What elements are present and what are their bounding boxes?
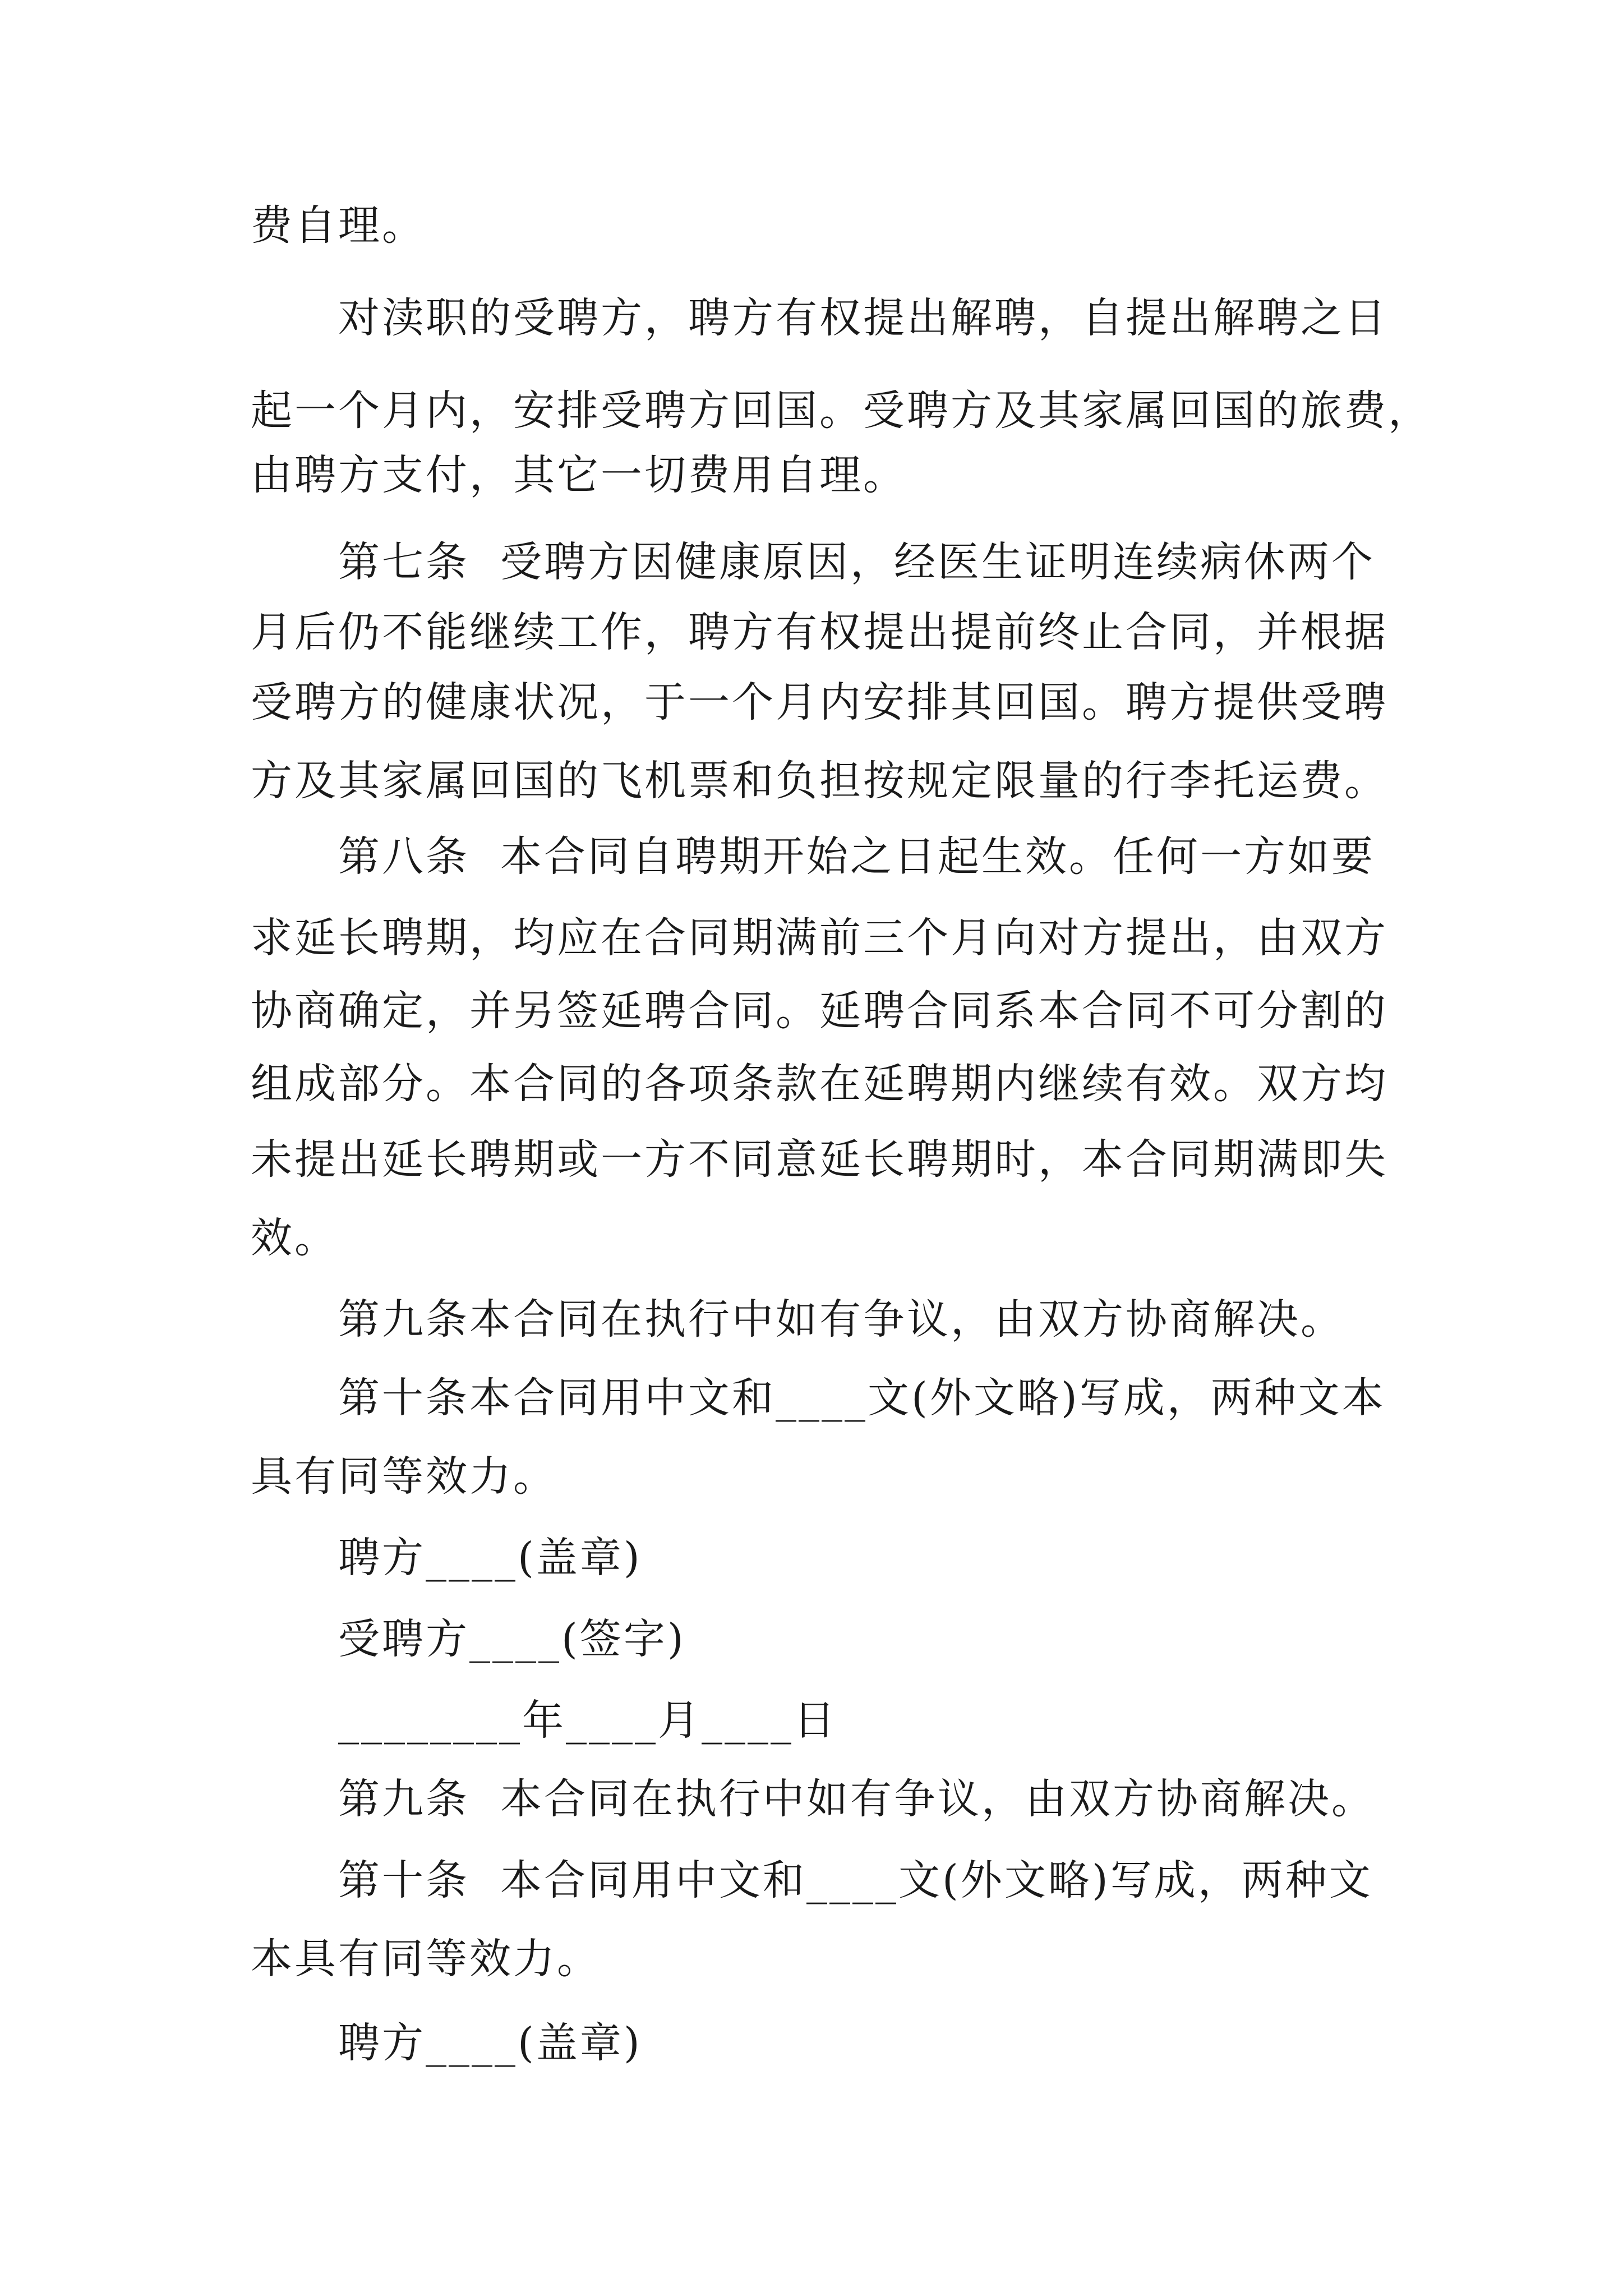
text-line: 效。 — [251, 1214, 338, 1262]
text-line: 未提出延长聘期或一方不同意延长聘期时，本合同期满即失 — [251, 1135, 1388, 1184]
text-line: ________年____月____日 — [338, 1696, 837, 1745]
text-line: 第十条本合同用中文和____文(外文略)写成，两种文本 — [338, 1374, 1386, 1422]
text-line: 由聘方支付，其它一切费用自理。 — [251, 451, 907, 499]
text-line: 月后仍不能继续工作，聘方有权提出提前终止合同，并根据 — [251, 608, 1388, 656]
text-line: 第九条 本合同在执行中如有争议，由双方协商解决。 — [338, 1775, 1376, 1823]
text-line: 受聘方的健康状况，于一个月内安排其回国。聘方提供受聘 — [251, 678, 1388, 726]
text-line: 费自理。 — [251, 201, 426, 250]
text-line: 具有同等效力。 — [251, 1452, 557, 1501]
text-line: 聘方____(盖章) — [338, 1534, 642, 1582]
text-line: 第七条 受聘方因健康原因，经医生证明连续病休两个 — [338, 538, 1376, 586]
text-line: 聘方____(盖章) — [338, 2019, 642, 2067]
text-line: 本具有同等效力。 — [251, 1935, 601, 1983]
text-line: 协商确定，并另签延聘合同。延聘合同系本合同不可分割的 — [251, 987, 1388, 1035]
text-line: 求延长聘期，均应在合同期满前三个月向对方提出，由双方 — [251, 914, 1388, 962]
text-line: 起一个月内，安排受聘方回国。受聘方及其家属回国的旅费， — [251, 386, 1432, 435]
text-line: 第十条 本合同用中文和____文(外文略)写成，两种文 — [338, 1856, 1373, 1904]
text-line: 第八条 本合同自聘期开始之日起生效。任何一方如要 — [338, 832, 1376, 881]
text-line: 受聘方____(签字) — [338, 1615, 686, 1663]
text-line: 方及其家属回国的飞机票和负担按规定限量的行李托运费。 — [251, 757, 1388, 805]
text-line: 组成部分。本合同的各项条款在延聘期内继续有效。双方均 — [251, 1060, 1388, 1108]
text-line: 第九条本合同在执行中如有争议，由双方协商解决。 — [338, 1295, 1344, 1343]
text-line: 对渎职的受聘方，聘方有权提出解聘，自提出解聘之日 — [338, 294, 1388, 342]
